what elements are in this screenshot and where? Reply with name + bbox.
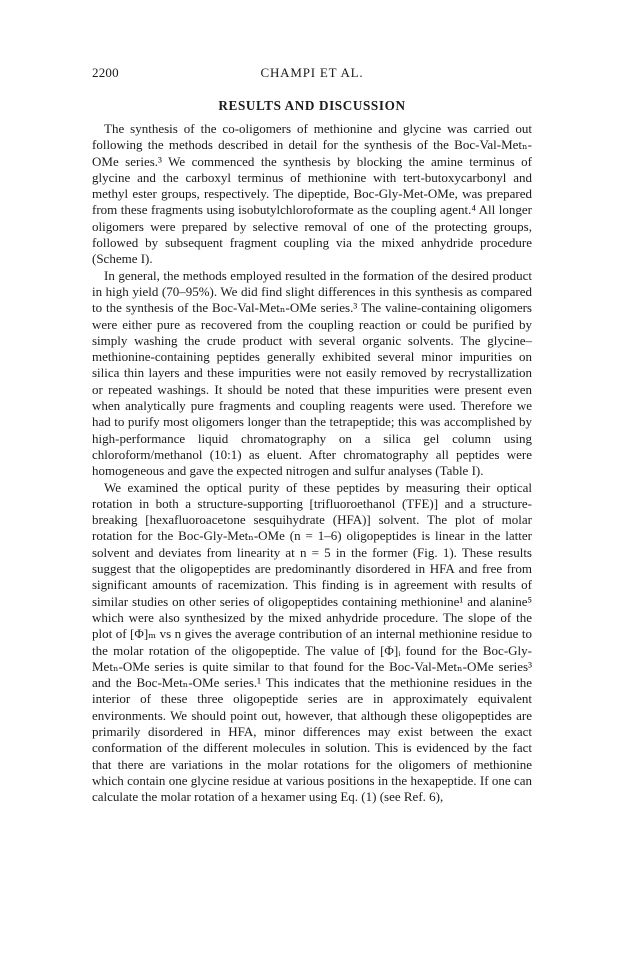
running-header xyxy=(92,65,532,83)
paragraph-2: In general, the methods employed resulted in the formation of the desired product in high yield (70–95%). We did find slight differences in this synthesis as compared to the synthesis of the Boc-Val-Metₙ-OMe series.³ The valine-containing oligomers were either pure as recovered from the coupling reaction or could be purified by simply washing the crude product with several organic solvents. The glycine–methionine-containing peptides generally exhibited several minor impurities on silica thin layers and these impurities were not easily removed by recrystallization or repeated washings. It should be noted that these impurities were present even when analytically pure fragments and coupling reagents were used. Therefore we had to purify most oligomers longer than the tetrapeptide; this was accomplished by high-performance liquid chromatography on a silica gel column using chloroform/methanol (10:1) as eluent. After chromatography all peptides were homogeneous and gave the expected nitrogen and sulfur analyses (Table I). xyxy=(92,267,532,479)
page-number: 2200 xyxy=(92,65,119,80)
paragraph-1: The synthesis of the co-oligomers of methionine and glycine was carried out following the methods described in detail for the synthesis of the Boc-Val-Metₙ-OMe series.³ We commenced the synthesis by blocking the amine terminus of glycine and the carboxyl terminus of methionine with tert-butoxycarbonyl and methyl ester groups, respectively. The dipeptide, Boc-Gly-Met-OMe, was prepared from these fragments using isobutylchloroformate as the coupling agent.⁴ All longer oligomers were prepared by selective removal of one of the protecting groups, followed by subsequent fragment coupling via the mixed anhydride procedure (Scheme I). xyxy=(92,121,532,267)
paragraph-3: We examined the optical purity of these peptides by measuring their optical rotation in both a structure-supporting [trifluoroethanol (TFE)] and a structure-breaking [hexafluoroacetone sesquihydrate (HFA)] solvent. The plot of molar rotation for the Boc-Gly-Metₙ-OMe (n = 1–6) oligopeptides is linear in the latter solvent and deviates from linearity at n = 5 in the former (Fig. 1). These results suggest that the oligopeptides are predominantly disordered in HFA and free from significant amounts of racemization. This finding is in agreement with results of similar studies on other series of oligopeptides containing methionine¹ and alanine⁵ which were also synthesized by the mixed anhydride procedure. The slope of the plot of [Φ]ₘ vs n gives the average contribution of an internal methionine residue to the molar rotation of the oligopeptide. The value of [Φ]ᵢ found for the Boc-Gly-Metₙ-OMe series is quite similar to that found for the Boc-Val-Metₙ-OMe series³ and the Boc-Metₙ-OMe series.¹ This indicates that the methionine residues in the interior of these three oligopeptide series are in approximately equivalent environments. We should point out, however, that although these oligopeptides are primarily disordered in HFA, minor differences may exist between the exact conformation of the different molecules in solution. This is evidenced by the fact that there are variations in the molar rotations for the oligomers of methionine which contain one glycine residue at various positions in the hexapeptide. If one can calculate the molar rotation of a hexamer using Eq. (1) (see Ref. 6), xyxy=(92,479,532,805)
running-authors: CHAMPI ET AL. xyxy=(260,65,364,80)
body-text xyxy=(92,121,532,805)
section-heading: RESULTS AND DISCUSSION xyxy=(218,98,406,113)
